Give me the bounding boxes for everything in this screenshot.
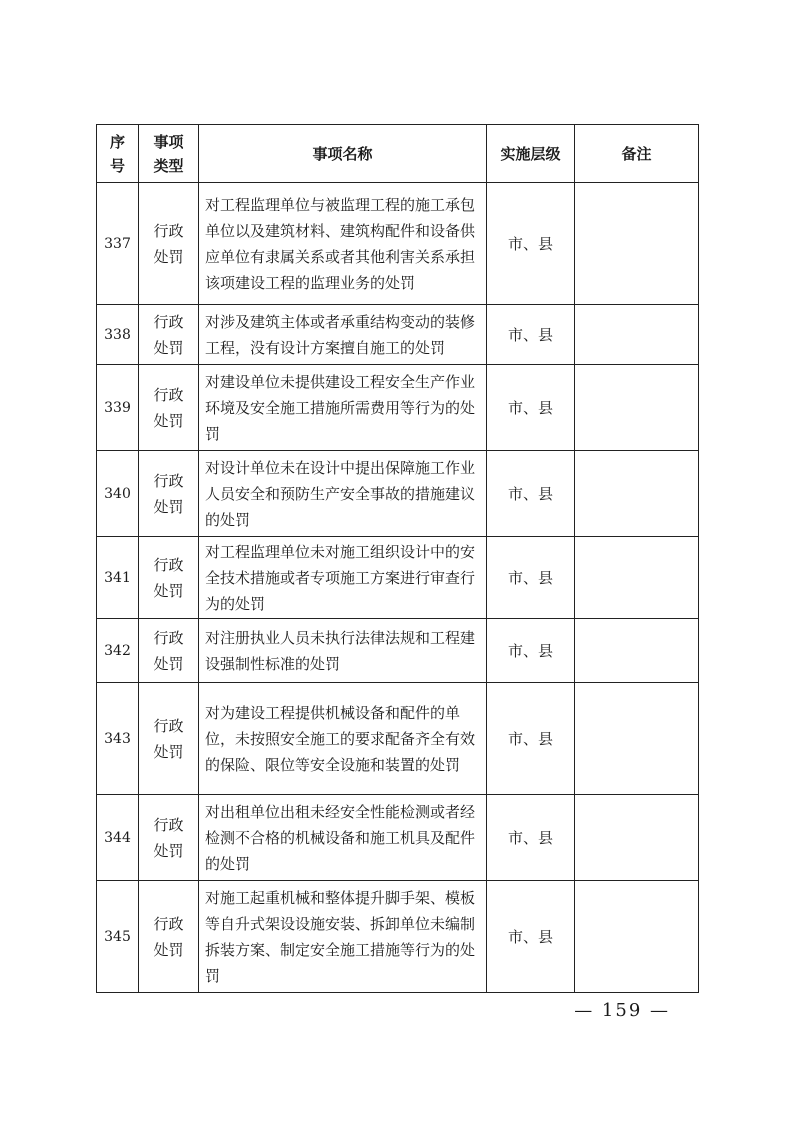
row-level: 市、县 <box>487 683 575 795</box>
row-note <box>575 451 699 537</box>
header-name: 事项名称 <box>199 125 487 183</box>
row-name: 对工程监理单位与被监理工程的施工承包单位以及建筑材料、建筑构配件和设备供应单位有隶属关系或者其他利害关系承担该项建设工程的监理业务的处罚 <box>199 183 487 305</box>
row-level: 市、县 <box>487 881 575 993</box>
table-row <box>97 619 699 683</box>
table-row <box>97 537 699 619</box>
table-row <box>97 183 699 305</box>
row-level: 市、县 <box>487 537 575 619</box>
table-row <box>97 451 699 537</box>
row-note <box>575 619 699 683</box>
row-type: 行政处罚 <box>139 537 199 619</box>
row-seq: 337 <box>97 183 139 305</box>
table-row <box>97 305 699 365</box>
row-seq: 340 <box>97 451 139 537</box>
row-seq: 338 <box>97 305 139 365</box>
row-level: 市、县 <box>487 183 575 305</box>
row-name: 对工程监理单位未对施工组织设计中的安全技术措施或者专项施工方案进行审查行为的处罚 <box>199 537 487 619</box>
header-note: 备注 <box>575 125 699 183</box>
row-seq: 341 <box>97 537 139 619</box>
header-type: 事项类型 <box>139 125 199 183</box>
row-seq: 339 <box>97 365 139 451</box>
table-row <box>97 795 699 881</box>
row-type: 行政处罚 <box>139 183 199 305</box>
row-name: 对为建设工程提供机械设备和配件的单位，未按照安全施工的要求配备齐全有效的保险、限位等安全设施和装置的处罚 <box>199 683 487 795</box>
header-seq: 序号 <box>97 125 139 183</box>
row-level: 市、县 <box>487 365 575 451</box>
row-name: 对设计单位未在设计中提出保障施工作业人员安全和预防生产安全事故的措施建议的处罚 <box>199 451 487 537</box>
row-name: 对出租单位出租未经安全性能检测或者经检测不合格的机械设备和施工机具及配件的处罚 <box>199 795 487 881</box>
table-row <box>97 365 699 451</box>
matters-table <box>96 124 699 993</box>
page-number: — 159 — <box>574 1000 670 1021</box>
row-type: 行政处罚 <box>139 795 199 881</box>
row-level: 市、县 <box>487 305 575 365</box>
row-name: 对施工起重机械和整体提升脚手架、模板等自升式架设设施安装、拆卸单位未编制拆装方案、制定安全施工措施等行为的处罚 <box>199 881 487 993</box>
row-name: 对注册执业人员未执行法律法规和工程建设强制性标准的处罚 <box>199 619 487 683</box>
row-type: 行政处罚 <box>139 881 199 993</box>
table-row <box>97 881 699 993</box>
row-note <box>575 365 699 451</box>
row-type: 行政处罚 <box>139 305 199 365</box>
row-type: 行政处罚 <box>139 683 199 795</box>
table-body <box>97 183 699 993</box>
row-note <box>575 795 699 881</box>
header-level: 实施层级 <box>487 125 575 183</box>
row-seq: 345 <box>97 881 139 993</box>
row-name: 对涉及建筑主体或者承重结构变动的装修工程，没有设计方案擅自施工的处罚 <box>199 305 487 365</box>
row-note <box>575 881 699 993</box>
row-seq: 343 <box>97 683 139 795</box>
row-seq: 342 <box>97 619 139 683</box>
row-note <box>575 183 699 305</box>
row-type: 行政处罚 <box>139 451 199 537</box>
table-row <box>97 683 699 795</box>
row-level: 市、县 <box>487 795 575 881</box>
row-note <box>575 305 699 365</box>
row-seq: 344 <box>97 795 139 881</box>
row-name: 对建设单位未提供建设工程安全生产作业环境及安全施工措施所需费用等行为的处罚 <box>199 365 487 451</box>
row-level: 市、县 <box>487 619 575 683</box>
row-type: 行政处罚 <box>139 365 199 451</box>
row-note <box>575 683 699 795</box>
row-type: 行政处罚 <box>139 619 199 683</box>
row-note <box>575 537 699 619</box>
row-level: 市、县 <box>487 451 575 537</box>
table-header-row <box>97 125 699 183</box>
